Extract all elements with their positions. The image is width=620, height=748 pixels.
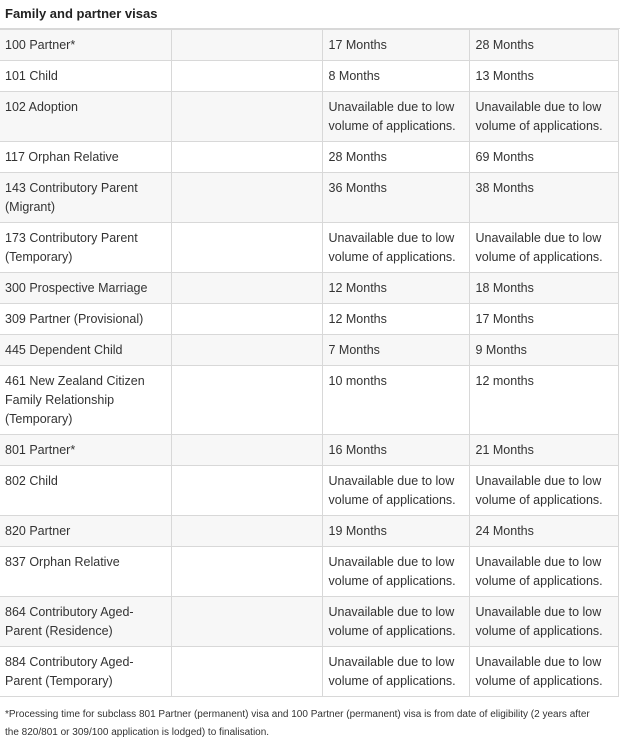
visa-name-cell: 173 Contributory Parent (Temporary) (0, 223, 171, 273)
visa-name-cell: 461 New Zealand Citizen Family Relationship (Temporary) (0, 366, 171, 435)
empty-cell (171, 516, 322, 547)
processing-time-75-cell: Unavailable due to low volume of applications. (322, 92, 469, 142)
empty-cell (171, 547, 322, 597)
empty-cell (171, 223, 322, 273)
processing-time-75-cell: 19 Months (322, 516, 469, 547)
table-row (0, 142, 618, 173)
table-row (0, 335, 618, 366)
table-row (0, 273, 618, 304)
processing-time-90-cell: Unavailable due to low volume of applications. (469, 647, 618, 697)
table-row (0, 92, 618, 142)
processing-time-75-cell: 7 Months (322, 335, 469, 366)
processing-time-75-cell: Unavailable due to low volume of applications. (322, 466, 469, 516)
visa-name-cell: 309 Partner (Provisional) (0, 304, 171, 335)
table-row (0, 466, 618, 516)
processing-time-90-cell: 28 Months (469, 30, 618, 61)
footnote: *Processing time for subclass 801 Partner (permanent) visa and 100 Partner (permanent) visa is from date of eligibility (2 years after the 820/801 or 309/100 application is lodged) to finalisation. (5, 709, 590, 738)
empty-cell (171, 647, 322, 697)
visa-name-cell: 837 Orphan Relative (0, 547, 171, 597)
processing-time-75-cell: 10 months (322, 366, 469, 435)
visa-name-cell: 117 Orphan Relative (0, 142, 171, 173)
processing-time-90-cell: 9 Months (469, 335, 618, 366)
table-row (0, 516, 618, 547)
empty-cell (171, 304, 322, 335)
table-row (0, 366, 618, 435)
processing-time-90-cell: Unavailable due to low volume of applications. (469, 223, 618, 273)
processing-time-75-cell: 12 Months (322, 273, 469, 304)
empty-cell (171, 142, 322, 173)
processing-time-90-cell: Unavailable due to low volume of applications. (469, 597, 618, 647)
empty-cell (171, 61, 322, 92)
processing-time-90-cell: 18 Months (469, 273, 618, 304)
processing-time-90-cell: 69 Months (469, 142, 618, 173)
empty-cell (171, 597, 322, 647)
visa-name-cell: 864 Contributory Aged-Parent (Residence) (0, 597, 171, 647)
visa-rows (0, 30, 618, 697)
table-row (0, 435, 618, 466)
visa-name-cell: 884 Contributory Aged-Parent (Temporary) (0, 647, 171, 697)
empty-cell (171, 173, 322, 223)
visa-name-cell: 100 Partner* (0, 30, 171, 61)
visa-name-cell: 445 Dependent Child (0, 335, 171, 366)
empty-cell (171, 92, 322, 142)
processing-time-75-cell: 17 Months (322, 30, 469, 61)
empty-cell (171, 366, 322, 435)
processing-time-90-cell: Unavailable due to low volume of applications. (469, 547, 618, 597)
visa-name-cell: 143 Contributory Parent (Migrant) (0, 173, 171, 223)
section-heading: Family and partner visas (0, 0, 620, 29)
visa-name-cell: 820 Partner (0, 516, 171, 547)
visa-name-cell: 300 Prospective Marriage (0, 273, 171, 304)
visa-name-cell: 802 Child (0, 466, 171, 516)
processing-time-75-cell: Unavailable due to low volume of applications. (322, 223, 469, 273)
visa-processing-table (0, 29, 619, 697)
processing-time-90-cell: Unavailable due to low volume of applications. (469, 466, 618, 516)
empty-cell (171, 466, 322, 516)
table-row (0, 223, 618, 273)
visa-name-cell: 101 Child (0, 61, 171, 92)
table-row (0, 547, 618, 597)
processing-time-90-cell: 12 months (469, 366, 618, 435)
visa-name-cell: 102 Adoption (0, 92, 171, 142)
table-row (0, 61, 618, 92)
processing-time-75-cell: 12 Months (322, 304, 469, 335)
table-row (0, 173, 618, 223)
processing-time-90-cell: 13 Months (469, 61, 618, 92)
empty-cell (171, 335, 322, 366)
processing-time-75-cell: Unavailable due to low volume of applications. (322, 547, 469, 597)
processing-time-75-cell: 16 Months (322, 435, 469, 466)
processing-time-90-cell: 17 Months (469, 304, 618, 335)
processing-time-75-cell: Unavailable due to low volume of applications. (322, 597, 469, 647)
processing-time-90-cell: 21 Months (469, 435, 618, 466)
processing-time-90-cell: 24 Months (469, 516, 618, 547)
table-row (0, 304, 618, 335)
empty-cell (171, 435, 322, 466)
table-row (0, 30, 618, 61)
processing-time-75-cell: 28 Months (322, 142, 469, 173)
processing-time-75-cell: 8 Months (322, 61, 469, 92)
processing-time-90-cell: 38 Months (469, 173, 618, 223)
processing-time-75-cell: Unavailable due to low volume of applications. (322, 647, 469, 697)
empty-cell (171, 273, 322, 304)
table-row (0, 647, 618, 697)
table-row (0, 597, 618, 647)
visa-name-cell: 801 Partner* (0, 435, 171, 466)
empty-cell (171, 30, 322, 61)
processing-time-90-cell: Unavailable due to low volume of applications. (469, 92, 618, 142)
processing-time-75-cell: 36 Months (322, 173, 469, 223)
